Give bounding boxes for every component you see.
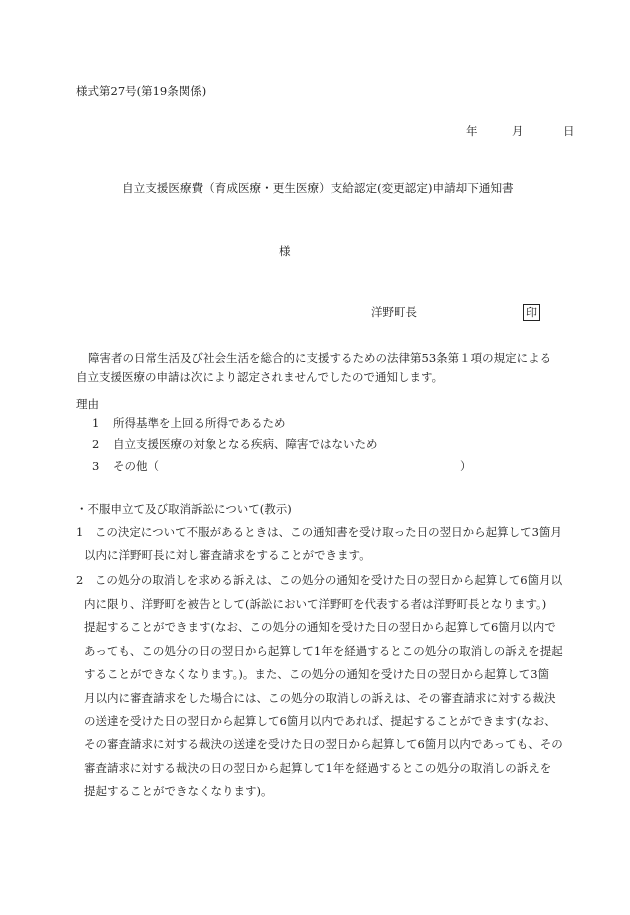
appeal-item-2-line: その審査請求に対する裁決の送達を受けた日の翌日から起算して6箇月以内であっても、その bbox=[84, 737, 563, 751]
appeal-item-2-line: することができなくなります。)。また、この処分の通知を受けた日の翌日から起算して3箇 bbox=[84, 667, 550, 681]
reason-item-1-text: 所得基準を上回る所得であるため bbox=[113, 416, 286, 430]
date-day: 日 bbox=[563, 124, 575, 138]
appeal-item-2-line: 審査請求に対する裁決の日の翌日から起算して1年を経過するとこの処分の取消しの訴えを bbox=[84, 761, 552, 775]
reason-item-2-num: 2 bbox=[92, 437, 100, 451]
appeal-item-2-line: 2 この処分の取消しを求める訴えは、この処分の通知を受けた日の翌日から起算して6箇月以 bbox=[76, 573, 563, 587]
appeal-heading: ・不服申立て及び取消訴訟について(教示) bbox=[76, 502, 292, 516]
notice-line-2: 自立支援医療の申請は次により認定されませんでしたので通知します。 bbox=[76, 370, 444, 384]
appeal-item-2-line: 提起することができます(なお、この処分の通知を受けた日の翌日から起算して6箇月以内で bbox=[84, 620, 556, 634]
reason-item-1-num: 1 bbox=[92, 416, 100, 430]
appeal-item-1-line: 以内に洋野町長に対し審査請求をすることができます。 bbox=[84, 548, 371, 562]
issuer: 洋野町長 bbox=[371, 305, 417, 319]
date-year: 年 bbox=[466, 124, 478, 138]
document-title: 自立支援医療費（育成医療・更生医療）支給認定(変更認定)申請却下通知書 bbox=[122, 181, 514, 195]
reason-heading: 理由 bbox=[76, 397, 99, 411]
appeal-item-2-line: 内に限り、洋野町を被告として(訴訟において洋野町を代表する者は洋野町長となります。) bbox=[84, 597, 547, 611]
notice-line-1: 障害者の日常生活及び社会生活を総合的に支援するための法律第53条第１項の規定による bbox=[88, 351, 552, 365]
appeal-item-2-line: あっても、この処分の日の翌日から起算して1年を経過するとこの処分の取消しの訴えを提起 bbox=[84, 644, 563, 658]
appeal-item-2-line: の送達を受けた日の翌日から起算して6箇月以内であれば、提起することができます(なお、 bbox=[84, 714, 556, 728]
reason-item-3-close: ） bbox=[460, 459, 472, 473]
seal-stamp: 印 bbox=[523, 304, 540, 321]
appeal-item-1-line: 1 この決定について不服があるときは、この通知書を受け取った日の翌日から起算して3箇月 bbox=[76, 525, 562, 539]
reason-item-3-num: 3 bbox=[92, 459, 100, 473]
appeal-item-2-line: 提起することができなくなります)。 bbox=[84, 784, 273, 798]
addressee-suffix: 様 bbox=[279, 244, 291, 258]
date-month: 月 bbox=[512, 124, 524, 138]
appeal-item-2-line: 月以内に審査請求をした場合には、この処分の取消しの訴えは、その審査請求に対する裁決 bbox=[84, 691, 556, 705]
reason-item-3-text: その他（ bbox=[113, 459, 159, 473]
form-number: 様式第27号(第19条関係) bbox=[76, 84, 207, 98]
reason-item-2-text: 自立支援医療の対象となる疾病、障害ではないため bbox=[113, 437, 378, 451]
